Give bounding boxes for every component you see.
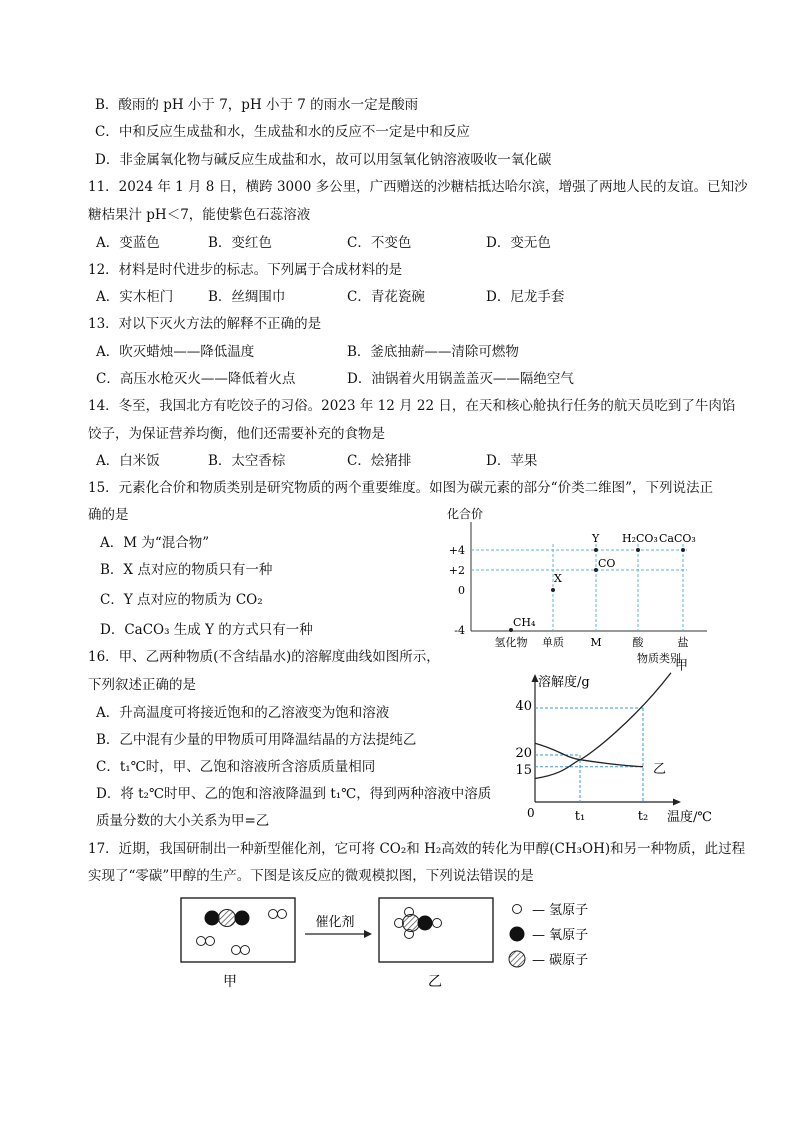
chart16-curve-b-label: 乙 xyxy=(653,761,667,777)
legend-carbon-icon xyxy=(509,951,525,967)
chart15-ytick: +4 xyxy=(448,544,465,557)
chart15-point-label: Y xyxy=(592,532,600,545)
chart15-point-label: X xyxy=(554,572,562,585)
chart15-category: 单质 xyxy=(542,636,564,649)
q14-option-b: B．太空香棕 xyxy=(208,453,286,469)
q15-stem-line1: 15．元素化合价和物质类别是研究物质的两个重要维度。如图为碳元素的部分“价类二维图”，下列说法正 xyxy=(88,480,713,496)
q16-option-c: C．t₁℃时，甲、乙饱和溶液所含溶质质量相同 xyxy=(96,759,376,775)
q11-option-c: C．不变色 xyxy=(347,235,412,251)
box-b-label: 乙 xyxy=(428,974,442,990)
catalyst-label: 催化剂 xyxy=(315,915,355,930)
chart15-ytick: +2 xyxy=(448,564,465,577)
q11-option-a: A．变蓝色 xyxy=(96,235,160,251)
chart16-origin: 0 xyxy=(527,806,535,820)
q16-option-a: A．升高温度可将接近饱和的乙溶液变为饱和溶液 xyxy=(96,705,390,721)
methanol-oxygen xyxy=(418,916,433,931)
micro-reaction-diagram xyxy=(175,890,635,995)
legend-carbon: — 碳原子 xyxy=(532,953,589,968)
q14-option-d: D．苹果 xyxy=(486,453,538,469)
q13-option-c: C．高压水枪灭火——降低着火点 xyxy=(96,371,296,387)
h2-atom xyxy=(197,937,206,946)
reaction-arrowhead xyxy=(364,930,372,938)
q11-option-d: D．变无色 xyxy=(486,235,551,251)
q15-option-b: B．X 点对应的物质只有一种 xyxy=(100,562,273,578)
co2-oxygen-right xyxy=(235,911,250,926)
q13-option-a: A．吹灭蜡烛——降低温度 xyxy=(96,344,255,360)
q10-option-d: D．非金属氧化物与碱反应生成盐和水，故可以用氢氧化钠溶液吸收一氧化碳 xyxy=(95,152,552,168)
q16-option-d-line1: D．将 t₂℃时甲、乙的饱和溶液降温到 t₁℃，得到两种溶液中溶质 xyxy=(96,786,492,802)
q11-option-b: B．变红色 xyxy=(208,235,272,251)
legend-oxygen-icon xyxy=(510,927,525,942)
q13-option-d: D．油锅着火用锅盖盖灭——隔绝空气 xyxy=(347,371,574,387)
q14-stem-line1: 14．冬至，我国北方有吃饺子的习俗。2023 年 12 月 22 日，在天和核心舱执行任务的航天员吃到了牛肉馅 xyxy=(88,398,736,414)
chart15-point xyxy=(594,548,598,552)
chart15-ylabel: 化合价 xyxy=(447,507,484,521)
q13-option-b: B．釜底抽薪——清除可燃物 xyxy=(347,344,519,360)
q10-option-b: B．酸雨的 pH 小于 7，pH 小于 7 的雨水一定是酸雨 xyxy=(95,97,419,113)
h2-atom xyxy=(232,946,241,955)
chart15-ytick: -4 xyxy=(454,624,465,637)
q15-option-a: A．M 为“混合物” xyxy=(100,535,210,551)
q12-option-d: D．尼龙手套 xyxy=(486,289,565,305)
chart15-point-label: CaCO₃ xyxy=(659,532,696,545)
chart15-category: M xyxy=(590,636,602,649)
chart16-xlabel: 温度/℃ xyxy=(667,810,712,825)
chart15-point-label: H₂CO₃ xyxy=(622,532,658,545)
q16-option-d-line2: 质量分数的大小关系为甲=乙 xyxy=(96,813,270,829)
product-box xyxy=(379,898,493,962)
q11-stem-line1: 11．2024 年 1 月 8 日，横跨 3000 多公里，广西赠送的沙糖桔抵达哈尔滨，增强了两地人民的友谊。已知沙 xyxy=(88,179,748,195)
chart16-ylabel: 溶解度/g xyxy=(538,675,590,690)
chart15-category: 盐 xyxy=(677,636,689,649)
chart16-ytick: 20 xyxy=(515,746,532,761)
h2-atom xyxy=(278,910,287,919)
q15-option-c: C．Y 点对应的物质为 CO₂ xyxy=(100,592,263,608)
chart16-xtick: t₁ xyxy=(574,809,586,824)
q14-stem-line2: 饺子，为保证营养均衡，他们还需要补充的食物是 xyxy=(88,426,385,442)
chart16-ytick: 40 xyxy=(515,699,532,714)
legend-hydrogen-icon xyxy=(513,905,522,914)
chart15-ytick: 0 xyxy=(458,584,465,597)
valence-class-chart xyxy=(415,500,715,672)
q14-option-c: C．烩猪排 xyxy=(347,453,412,469)
chart15-category: 酸 xyxy=(632,636,644,649)
chart15-point xyxy=(636,548,640,552)
chart16-ytick: 15 xyxy=(515,762,532,778)
h2-atom xyxy=(206,937,215,946)
q13-stem: 13．对以下灭火方法的解释不正确的是 xyxy=(88,316,322,332)
methanol-carbon xyxy=(403,915,420,932)
q15-option-d: D．CaCO₃ 生成 Y 的方式只有一种 xyxy=(100,622,313,638)
chart16-x-arrow xyxy=(673,799,681,806)
chart15-point xyxy=(551,588,555,592)
legend-oxygen: — 氧原子 xyxy=(532,928,589,943)
box-a-label: 甲 xyxy=(223,974,237,990)
q15-stem-line2: 确的是 xyxy=(88,507,129,523)
q17-stem-line2: 实现了“零碳”甲醇的生产。下图是该反应的微观模拟图，下列说法错误的是 xyxy=(88,868,534,884)
q10-option-c: C．中和反应生成盐和水，生成盐和水的反应不一定是中和反应 xyxy=(95,124,470,140)
q14-option-a: A．白米饭 xyxy=(96,453,160,469)
co2-oxygen-left xyxy=(205,911,220,926)
legend-hydrogen: — 氢原子 xyxy=(532,903,589,918)
chart16-xtick: t₂ xyxy=(637,809,649,824)
q12-option-b: B．丝绸围巾 xyxy=(208,289,286,305)
chart15-point-label: CO xyxy=(598,557,616,570)
co2-carbon xyxy=(219,910,236,927)
q12-option-c: C．青花瓷碗 xyxy=(347,289,425,305)
h2-atom xyxy=(241,946,250,955)
chart15-xlabel: 物质类别 xyxy=(637,652,681,665)
q16-stem-line2: 下列叙述正确的是 xyxy=(88,677,196,693)
chart15-point xyxy=(681,548,685,552)
q16-option-b: B．乙中混有少量的甲物质可用降温结晶的方法提纯乙 xyxy=(96,732,417,748)
chart15-category: 氢化物 xyxy=(494,636,528,649)
q12-option-a: A．实木柜门 xyxy=(96,289,174,305)
chart15-point-label: CH₄ xyxy=(513,616,536,629)
h2-atom xyxy=(269,910,278,919)
q17-stem-line1: 17．近期，我国研制出一种新型催化剂，它可将 CO₂和 H₂高效的转化为甲醇(CH₃OH)和另一种物质，此过程 xyxy=(88,841,746,857)
q16-stem-line1: 16．甲、乙两种物质(不含结晶水)的溶解度曲线如图所示， xyxy=(88,649,440,665)
q12-stem: 12．材料是时代进步的标志。下列属于合成材料的是 xyxy=(88,262,403,278)
chart16-curve-a-label: 甲 xyxy=(675,658,689,674)
q11-stem-line2: 糖桔果汁 pH＜7，能使紫色石蕊溶液 xyxy=(88,207,311,223)
methanol-hydrogen xyxy=(433,919,442,928)
